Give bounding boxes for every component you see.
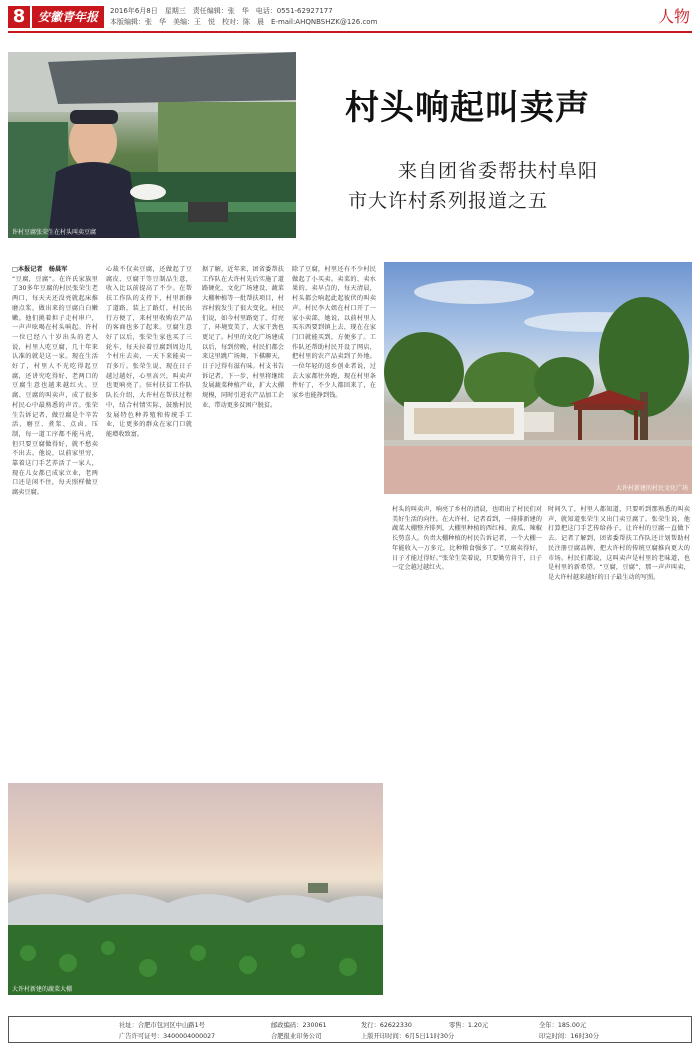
footer-print-end: 印完时间：16时30分: [539, 1033, 600, 1040]
header-info-line: 本版编辑：张 华 美编：王 悦 校对：陈 晨 E-mail:AHQNBSHZK@126.com: [110, 18, 378, 26]
article-column-2: [106, 265, 192, 770]
article-column-6: [548, 505, 690, 1005]
footer-price-annual: 全年：185.00元: [539, 1022, 587, 1029]
newspaper-name-logo: 安徽青年报: [32, 6, 104, 28]
footer-price-retail: 零售：1.20元: [449, 1022, 489, 1029]
photo-caption: 大许村新建的村民文化广场: [615, 485, 688, 492]
footer-print-start: 上版开印时间：6月5日11时30分: [361, 1033, 455, 1040]
article-text: 时间久了，村里人都知道，只要听到那熟悉的叫卖声，就知道张荣生又出门卖豆腐了。张荣生说，他打算把这门手艺传给孙子，让许村的豆腐一直做下去。记者了解到，团省委帮扶工作队还计划帮助村民注册豆腐品牌，把大许村的传统豆腐推向更大的市场。村民们都说，这叫卖声是村里的老味道，也是村里的新希望。“豆腐，豆腐”，那一声声叫卖，是大许村越来越好的日子最生动的写照。: [548, 506, 690, 581]
article-headline: 村头响起叫卖声: [345, 88, 590, 128]
article-subtitle: 市大许村系列报道之五: [348, 190, 549, 212]
article-column-3: [202, 265, 284, 770]
article-column-5: [392, 505, 542, 1005]
article-byline: □本报记者 杨晨军: [12, 266, 68, 273]
photo-village-square: [384, 262, 692, 494]
article-column-1: [12, 265, 98, 770]
photo-caption: 许村豆腐张荣生在村头叫卖豆腐: [12, 229, 97, 236]
footer-address: 社址：合肥市包河区中山路1号: [119, 1022, 205, 1029]
footer-ad-license: 广告许可证号：3400004000027: [119, 1033, 216, 1040]
photo-greenhouses-illustration: [8, 783, 383, 995]
photo-village-square-illustration: [384, 262, 692, 494]
footer-info-box: [8, 1016, 692, 1043]
photo-tofu-vendor: [8, 52, 296, 238]
article-text: 村头的叫卖声，响亮了乡村的清晨，也唱出了村民们对美好生活的向往。在大许村，记者看到，一排排新建的蔬菜大棚整齐排列，大棚里种植的西红柿、黄瓜、辣椒长势喜人。负责大棚种植的村民告诉记者，一个大棚一年能收入一万多元，比种粮食强多了。“豆腐卖得好，日子才能过得好。”张荣生笑着说，只要勤劳肯干，日子一定会越过越红火。: [392, 506, 542, 572]
article-text: 除了豆腐，村里还有不少村民做起了小买卖。卖菜的、卖水果的、卖早点的，每天清晨，村头都会响起此起彼伏的叫卖声。村民李大姐在村口开了一家小卖部，她说，以前村里人买东西要到镇上去，现在在家门口就能买到，方便多了。工作队还帮助村民开设了网店，把村里的农产品卖到了外地。一位年轻的返乡创业者说，过去大家都往外跑，现在村里条件好了，不少人都回来了，在家乡也能挣到钱。: [292, 266, 376, 400]
footer-printer: 合肥报业印务公司: [271, 1033, 322, 1040]
article-text: “豆腐，豆腐”。在许氏家族里了30多年豆腐的村民张荣生老两口，每天天还没亮就起床推磨点浆，做出来的豆腐白白嫩嫩。他们挑着担子走村串户，一声声吆喝在村头响起。许村一位已经八十岁出头的老人说，村里人吃豆腐，几十年来认准的就是这一家。现在生活好了，村里人不光吃得起豆腐，还讲究吃得好，老两口的豆腐生意也越来越红火。豆腐、豆腐的叫卖声，成了很多村民心中最熟悉的声音。张荣生告诉记者，做豆腐是个辛苦活，磨豆、煮浆、点卤、压制，每一道工序都不能马虎，但只要豆腐做得好，就不愁卖不出去。他说，以前家里穷，靠着这门手艺养活了一家人，现在儿女都已成家立业，老两口还是闲不住，每天照样做豆腐卖豆腐。: [12, 275, 98, 497]
page-number: 8: [8, 6, 30, 28]
photo-caption: 大许村新建的蔬菜大棚: [12, 986, 73, 993]
photo-greenhouses: [8, 783, 383, 995]
header-rule: [8, 31, 692, 33]
article-subtitle: 来自团省委帮扶村阜阳: [398, 160, 599, 182]
article-text: 据了解，近年来，团省委帮扶工作队在大许村先后实施了道路硬化、文化广场建设、蔬菜大棚种植等一批帮扶项目，村容村貌发生了很大变化。村民们说，如今村里路宽了，灯亮了，环境变美了，大家干劲也更足了。村里的文化广场建成以后，每到傍晚，村民们都会来这里跳广场舞、下棋聊天，日子过得有滋有味。村支书告诉记者，下一步，村里将继续发展蔬菜种植产业，扩大大棚规模，同时引进农产品加工企业，带动更多贫困户脱贫。: [202, 266, 284, 409]
header-info-line: 2016年6月8日 星期三 责任编辑：张 华 电话：0551-62927177: [110, 7, 333, 15]
photo-tofu-vendor-illustration: [8, 52, 296, 238]
article-text: 心裁不仅卖豆腐，还做起了豆腐皮、豆腐干等豆制品生意，收入比以前提高了不少。在帮扶工作队的支持下，村里新修了道路，装上了路灯，村民出行方便了，来村里收购农产品的客商也多了起来。豆腐生意好了以后，张荣生家也买了三轮车，每天拉着豆腐到周边几个村庄去卖，一天下来能卖一百多斤。张荣生说，现在日子越过越好，心里高兴，叫卖声也更响亮了。驻村扶贫工作队队长介绍，大许村在帮扶过程中，结合村情实际，鼓励村民发展特色种养殖和传统手工业，让更多的群众在家门口就能增收致富。: [106, 266, 192, 438]
article-column-4: [292, 265, 376, 770]
section-label: 人物: [657, 7, 690, 26]
footer-distribution: 发行：62622330: [361, 1022, 412, 1029]
footer-postcode: 邮政编码：230061: [271, 1022, 327, 1029]
